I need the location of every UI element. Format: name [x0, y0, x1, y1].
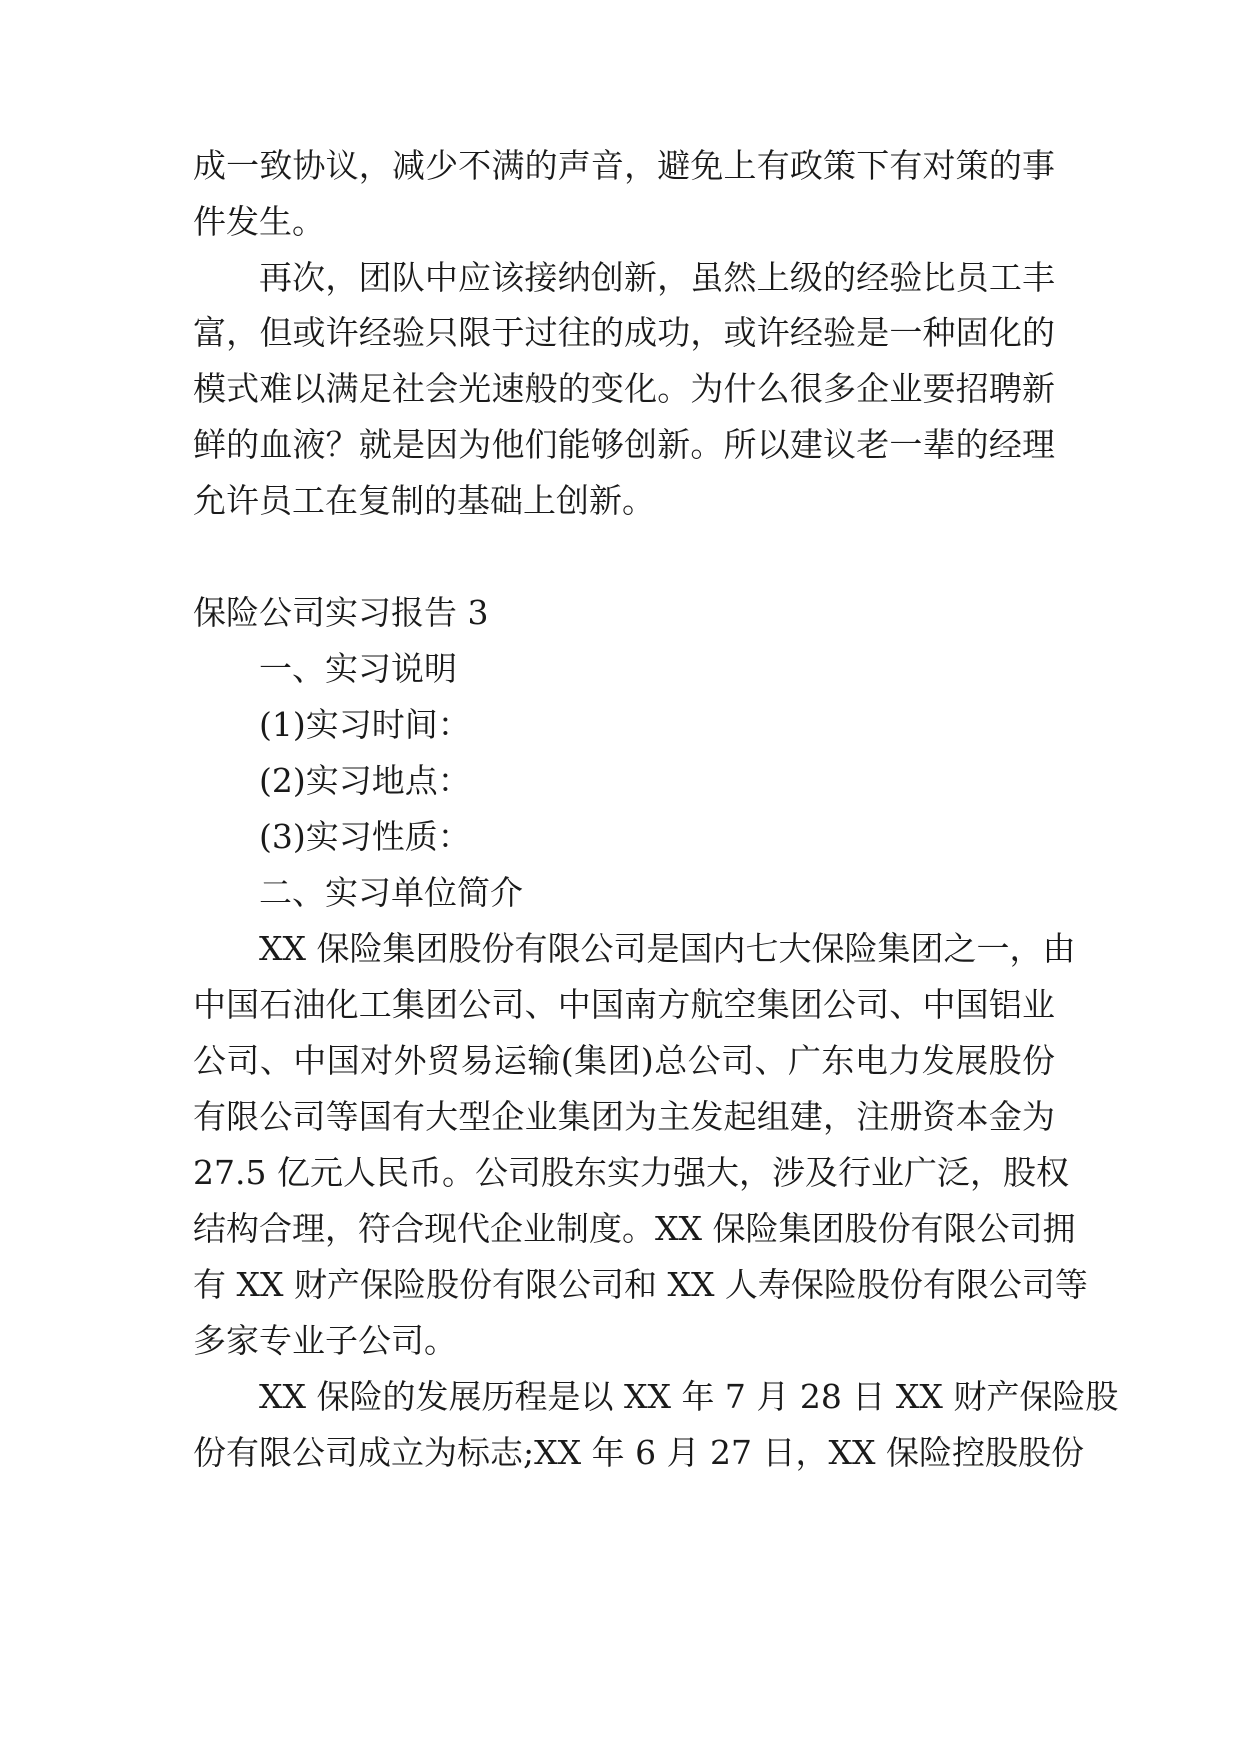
list-item: (2)实习地点： [259, 761, 471, 800]
paragraph-line: 件发生。 [193, 202, 325, 241]
section-heading: 二、实习单位简介 [259, 873, 523, 912]
paragraph-line: XX 保险集团股份有限公司是国内七大保险集团之一，由 [259, 929, 1076, 968]
paragraph-line: 多家专业子公司。 [193, 1321, 457, 1360]
list-item: (3)实习性质： [259, 817, 471, 856]
paragraph-line: XX 保险的发展历程是以 XX 年 7 月 28 日 XX 财产保险股 [259, 1377, 1119, 1416]
paragraph-line: 27.5 亿元人民币。公司股东实力强大，涉及行业广泛，股权 [193, 1153, 1069, 1192]
paragraph-line: 份有限公司成立为标志;XX 年 6 月 27 日，XX 保险控股股份 [193, 1433, 1085, 1472]
paragraph-line: 再次，团队中应该接纳创新，虽然上级的经验比员工丰 [259, 258, 1055, 297]
paragraph-line: 有 XX 财产保险股份有限公司和 XX 人寿保险股份有限公司等 [193, 1265, 1088, 1304]
list-item: (1)实习时间： [259, 705, 471, 744]
paragraph-line: 中国石油化工集团公司、中国南方航空集团公司、中国铝业 [193, 985, 1055, 1024]
paragraph-line: 模式难以满足社会光速般的变化。为什么很多企业要招聘新 [193, 369, 1055, 408]
paragraph-line: 有限公司等国有大型企业集团为主发起组建，注册资本金为 [193, 1097, 1055, 1136]
section-title: 保险公司实习报告 3 [193, 593, 489, 632]
paragraph-line: 结构合理，符合现代企业制度。XX 保险集团股份有限公司拥 [193, 1209, 1076, 1248]
section-heading: 一、实习说明 [259, 649, 457, 688]
paragraph-line: 鲜的血液？就是因为他们能够创新。所以建议老一辈的经理 [193, 425, 1055, 464]
paragraph-line: 成一致协议，减少不满的声音，避免上有政策下有对策的事 [193, 146, 1055, 185]
paragraph-line: 允许员工在复制的基础上创新。 [193, 481, 655, 520]
paragraph-line: 公司、中国对外贸易运输(集团)总公司、广东电力发展股份 [193, 1041, 1055, 1080]
paragraph-line: 富，但或许经验只限于过往的成功，或许经验是一种固化的 [193, 313, 1055, 352]
